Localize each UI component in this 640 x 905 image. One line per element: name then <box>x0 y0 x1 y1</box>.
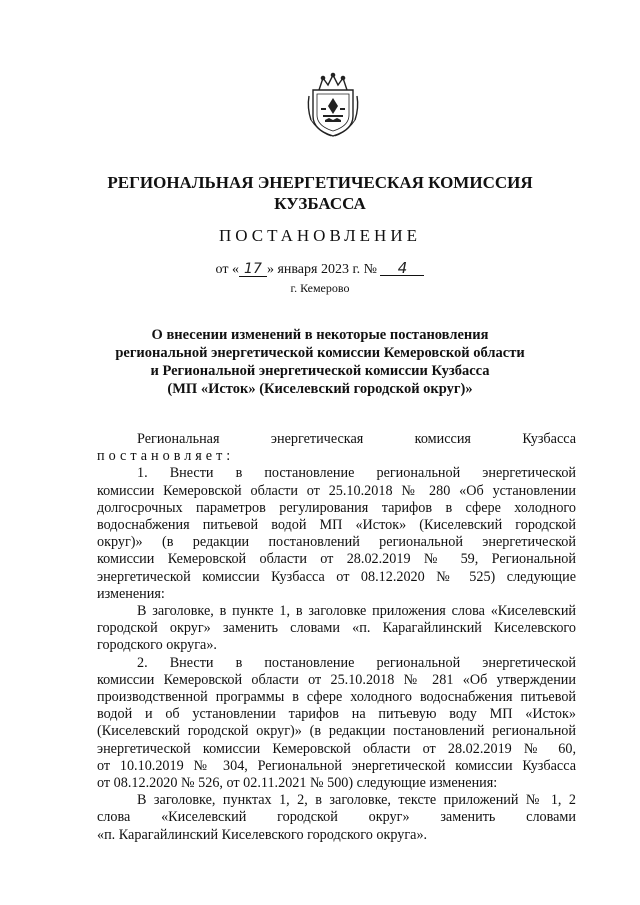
document-subject <box>0 326 640 398</box>
word: словами <box>526 809 577 826</box>
item-2-line: производственной программы в сфере холодного водоснабжения питьевой <box>97 689 576 706</box>
document-body <box>97 431 576 844</box>
word: энергетической <box>482 465 577 482</box>
word: Внести <box>169 465 214 482</box>
word: «Киселевский <box>161 809 247 826</box>
item-2-detail-line: В заголовке, пунктах 1, 2, в заголовке, тексте приложений № 1, 2 <box>137 792 576 809</box>
word: региональной <box>376 654 461 671</box>
word: постановление <box>264 465 355 482</box>
item-1-line: округ)» (в редакции постановлений региональной энергетической <box>97 534 576 551</box>
word: округ» <box>368 809 410 826</box>
item-2-line: комиссии Кемеровской области от 25.10.2018 № 281 «Об утверждении <box>97 671 576 688</box>
item-1-line: энергетической комиссии Кузбасса от 08.12.2020 № 525) следующие <box>97 568 576 585</box>
word: Кузбасса <box>522 431 577 447</box>
word: энергетической <box>482 654 577 671</box>
coat-of-arms-emblem <box>305 72 361 138</box>
item-2-line: (Киселевский городской округ)» (в редакции постановлений региональной <box>97 723 576 740</box>
item-2-line: водой и об установлении тарифов на питьевую воду МП «Исток» <box>97 706 576 723</box>
authority-line-2: КУЗБАССА <box>274 194 366 213</box>
date-middle: » января 2023 г. № <box>266 262 377 277</box>
item-number: 2. <box>137 654 148 671</box>
word: региональной <box>376 465 461 482</box>
document-number-handwritten: 4 <box>380 261 424 276</box>
subject-line: О внесении изменений в некоторые постановления <box>151 327 489 343</box>
word: комиссия <box>414 431 471 447</box>
issuing-authority <box>0 172 640 214</box>
item-2-detail-line <box>97 809 576 826</box>
subject-line: региональной энергетической комиссии Кемеровской области <box>115 345 525 361</box>
item-1-detail-line: городского округа». <box>97 637 217 654</box>
item-1-line: комиссии Кемеровской области от 28.02.2019 № 59, Региональной <box>97 551 576 568</box>
word: энергетическая <box>270 431 364 447</box>
item-1-line: долгосрочных параметров регулирования тарифов в сфере холодного <box>97 499 576 516</box>
subject-line: (МП «Исток» (Киселевский городской округ)» <box>167 381 473 397</box>
item-number: 1. <box>137 465 148 482</box>
item-2-line: от 08.12.2020 № 526, от 02.11.2021 № 500) следующие изменения: <box>97 775 498 792</box>
kuzbass-coat-of-arms-icon <box>305 72 361 138</box>
item-2-line: энергетической комиссии Кемеровской области от 28.02.2019 № 60, <box>97 740 576 757</box>
word: Внести <box>169 654 214 671</box>
date-line <box>0 261 640 278</box>
item-1-line-1 <box>97 465 576 482</box>
item-1-detail-line: В заголовке, в пункте 1, в заголовке приложения слова «Киселевский <box>137 603 576 620</box>
item-2-line: от 10.10.2019 № 304, Региональной энергетической комиссии Кузбасса <box>97 757 576 774</box>
date-prefix: от « <box>215 262 239 277</box>
word: постановление <box>264 654 355 671</box>
city: г. Кемерово <box>290 281 350 295</box>
item-1-line: изменения: <box>97 585 165 602</box>
item-1-line: комиссии Кемеровской области от 25.10.2018 № 280 «Об установлении <box>97 482 576 499</box>
word: в <box>235 465 243 482</box>
intro-line-2: постановляет: <box>97 448 235 465</box>
intro-line-1 <box>97 431 576 448</box>
date-day-handwritten: 17 <box>239 262 267 277</box>
item-1-line: водоснабжения питьевой водой МП «Исток» (Киселевский городской <box>97 517 576 534</box>
word: слова <box>97 809 131 826</box>
word: заменить <box>440 809 496 826</box>
word: Региональная <box>137 431 220 447</box>
word: в <box>235 654 243 671</box>
item-2-detail-line: «п. Карагайлинский Киселевского городского округа». <box>97 826 428 843</box>
item-2-line-1 <box>97 655 576 672</box>
document-type: ПОСТАНОВЛЕНИЕ <box>218 226 421 245</box>
authority-line-1: РЕГИОНАЛЬНАЯ ЭНЕРГЕТИЧЕСКАЯ КОМИССИЯ <box>107 173 533 192</box>
word: городской <box>277 809 338 826</box>
subject-line: и Региональной энергетической комиссии Кузбасса <box>150 363 490 379</box>
item-1-detail-line: городской округ» заменить словами «п. Карагайлинский Киселевского <box>97 620 576 637</box>
